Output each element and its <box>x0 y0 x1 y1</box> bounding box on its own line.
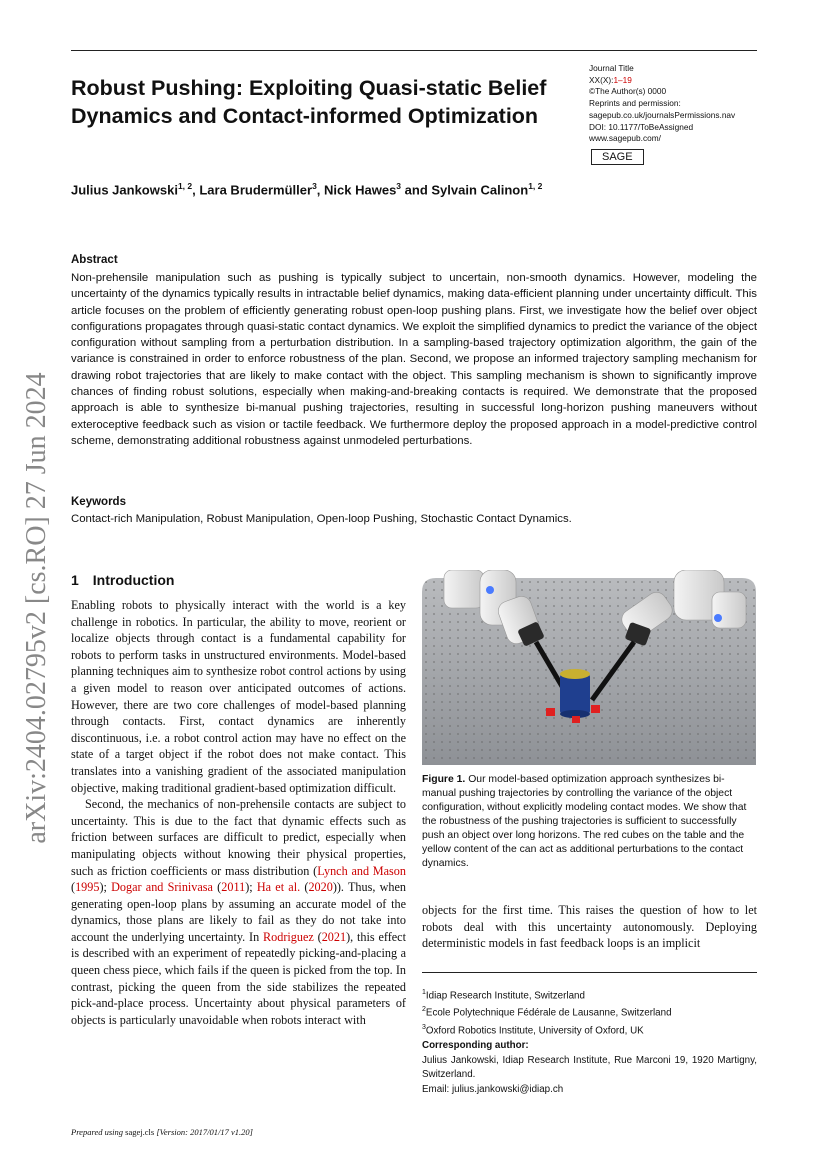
author-affiliation: 1, 2 <box>528 181 543 191</box>
citation-link[interactable]: Dogar and Srinivasa <box>111 880 213 895</box>
corresponding-email[interactable]: Email: julius.jankowski@idiap.ch <box>422 1084 564 1095</box>
introduction-body <box>71 597 406 1028</box>
corresponding-heading: Corresponding author: <box>422 1040 529 1051</box>
citation-link[interactable]: 1995 <box>75 880 100 895</box>
doi-line: DOI: 10.1177/ToBeAssigned <box>589 121 694 132</box>
sage-logo: SAGE <box>591 149 644 165</box>
abstract-heading: Abstract <box>71 254 118 266</box>
affiliation-item: $^3$Oxford Robotics Institute, University of Oxford, UK <box>422 1023 644 1036</box>
red-cube <box>572 716 580 723</box>
journal-volume: XX(X):1–19 <box>589 74 632 85</box>
author-list: Julius Jankowski$^{1, 2}$, Lara Brudermüller$^3$, Nick Hawes$^3$ and Sylvain Calinon$^{1, 2}$ <box>71 181 543 198</box>
reprints-line: Reprints and permission: <box>589 98 681 109</box>
page-footer: Prepared using sagej.cls [Version: 2017/01/17 v1.20] <box>71 1127 253 1137</box>
corresponding-address: Julius Jankowski, Idiap Research Institute, Rue Marconi 19, 1920 Martigny, Switzerland. <box>422 1055 757 1080</box>
paragraph: Second, the mechanics of non-prehensile contacts are subject to uncertainty. This is due to the fact that dynamic effects such as friction between surfaces are difficult to predict, especially when manipulating objects without knowing their physical properties, such as friction coefficients or mass distribution (Lynch and Mason (1995); Dogar and Srinivasa (2011); Ha et al. (2020)). Thus, when generating open-loop plans by assuming an accurate model of the dynamics, those plans are likely to fail as they do not take into account the underlying uncertainty. In Rodriguez (2021), this effect is described with an experiment of repeatedly picking-and-placing a queen chess piece, which fails if the queen is picked from the top. In contrast, picking the queen from the side stabilizes the repeated pick-and-place process. Uncertainty about physical parameters of objects is particularly unavoidable when robots interact with <box>71 797 407 1027</box>
affiliation-item: $^1$Idiap Research Institute, Switzerland <box>422 989 585 1002</box>
citation-link[interactable]: 2021 <box>321 929 347 944</box>
citation-link[interactable]: 2020 <box>308 880 333 895</box>
affiliations <box>422 986 672 1038</box>
keywords-text: Contact-rich Manipulation, Robust Manipulation, Open-loop Pushing, Stochastic Contact Dynamics. <box>71 513 572 525</box>
journal-pages-link[interactable]: 1–19 <box>613 74 632 85</box>
figure-robot-photo <box>422 570 756 765</box>
sage-url: www.sagepub.com/ <box>589 133 661 144</box>
affiliation-item: $^2$Ecole Polytechnique Fédérale de Lausanne, Switzerland <box>422 1006 672 1019</box>
author-name: Nick Hawes <box>324 182 397 198</box>
journal-info <box>589 63 789 145</box>
citation-link[interactable]: Rodriguez <box>263 929 314 944</box>
author-name: Sylvain Calinon <box>431 182 529 198</box>
section-title: Introduction <box>92 572 175 588</box>
section-number: 1 <box>71 572 79 588</box>
citation-link[interactable]: Ha et al. <box>256 880 301 895</box>
citation-link[interactable]: 2011 <box>221 880 246 895</box>
arxiv-stamp: arXiv:2404.02795v2 [cs.RO] 27 Jun 2024 <box>21 372 52 844</box>
journal-title: Journal Title <box>589 63 634 73</box>
figure-caption: Figure 1. Our model-based optimization approach synthesizes bi-manual pushing trajectories by controlling the variance of the object configuration, without explicitly modeling contact modes. We show that the robustness of the pushing trajectories is sufficient to successfully push an object over long horizons. The red cubes on the table and the yellow content of the can act as additional perturbations to the contact dynamics. <box>422 774 747 869</box>
author-affiliation: 3 <box>312 181 317 191</box>
can-object <box>560 669 590 718</box>
red-cube <box>591 705 600 713</box>
author-name: Julius Jankowski <box>71 182 178 198</box>
author-name: Lara Brudermüller <box>199 182 313 198</box>
copyright-line: ©The Author(s) 0000 <box>589 86 667 97</box>
figure-label: Figure 1. <box>422 774 466 785</box>
author-affiliation: 3 <box>396 181 402 191</box>
header-rule <box>71 50 757 51</box>
section-heading <box>71 572 174 588</box>
paragraph: Enabling robots to physically interact with the world is a key challenge in robotics. In particular, the ability to move, reorient or localize objects through contact is a fundamental capability for robots to perform tasks in unstructured environments. Model-based planning techniques aim to synthesize robot control actions by using a given model to reason over anticipated outcomes of actions. However, there are two core challenges of model-based planning through contacts. First, contact dynamics are inherently discontinuous, i.e. a robot control action may have no effect on the state of a target object if the robot does not make contact. This translates into a vanishing gradient of the associated manipulation objective, making traditional gradient-based optimization difficult. <box>71 598 406 795</box>
continued-paragraph: objects for the first time. This raises the question of how to let robots deal with this uncertainty autonomously. Deploying deterministic models in fast feedback loops is an implicit <box>422 903 757 951</box>
author-affiliation: 1, 2 <box>177 181 193 191</box>
footnote-rule <box>422 972 757 973</box>
red-cube <box>546 708 555 716</box>
citation-link[interactable]: Lynch and Mason <box>317 863 406 878</box>
keywords-heading: Keywords <box>71 496 126 508</box>
abstract-text: Non-prehensile manipulation such as pushing is typically subject to uncertain, non-smooth dynamics. However, modeling the uncertainty of the dynamics typically results in intractable belief dynamics, making data-efficient planning under uncertainty difficult. This article focuses on the problem of efficiently generating robust open-loop pushing plans. First, we investigate how the belief over object configurations propagates through quasi-static contact dynamics. We exploit the simplified dynamics to predict the variance of the object configuration without sampling from a perturbation distribution. In a sampling-based trajectory optimization algorithm, the gain of the variance is constrained in order to enforce robustness of the plan. Second, we propose an informed trajectory sampling mechanism for drawing robot trajectories that are likely to make contact with the object. This sampling mechanism is shown to significantly improve chances of finding robust solutions, especially when making-and-breaking contacts is required. We demonstrate that the proposed approach is able to synthesize bi-manual pushing trajectories, resulting in successful long-horizon pushing maneuvers without exteroceptive feedback such as vision or tactile feedback. We furthermore deploy the proposed approach in a model-predictive control scheme, demonstrating additional robustness against unmodeled perturbations. <box>71 272 757 447</box>
permissions-url: sagepub.co.uk/journalsPermissions.nav <box>589 109 736 120</box>
paper-title: Robust Pushing: Exploiting Quasi-static Belief Dynamics and Contact-informed Optimization <box>71 76 547 128</box>
